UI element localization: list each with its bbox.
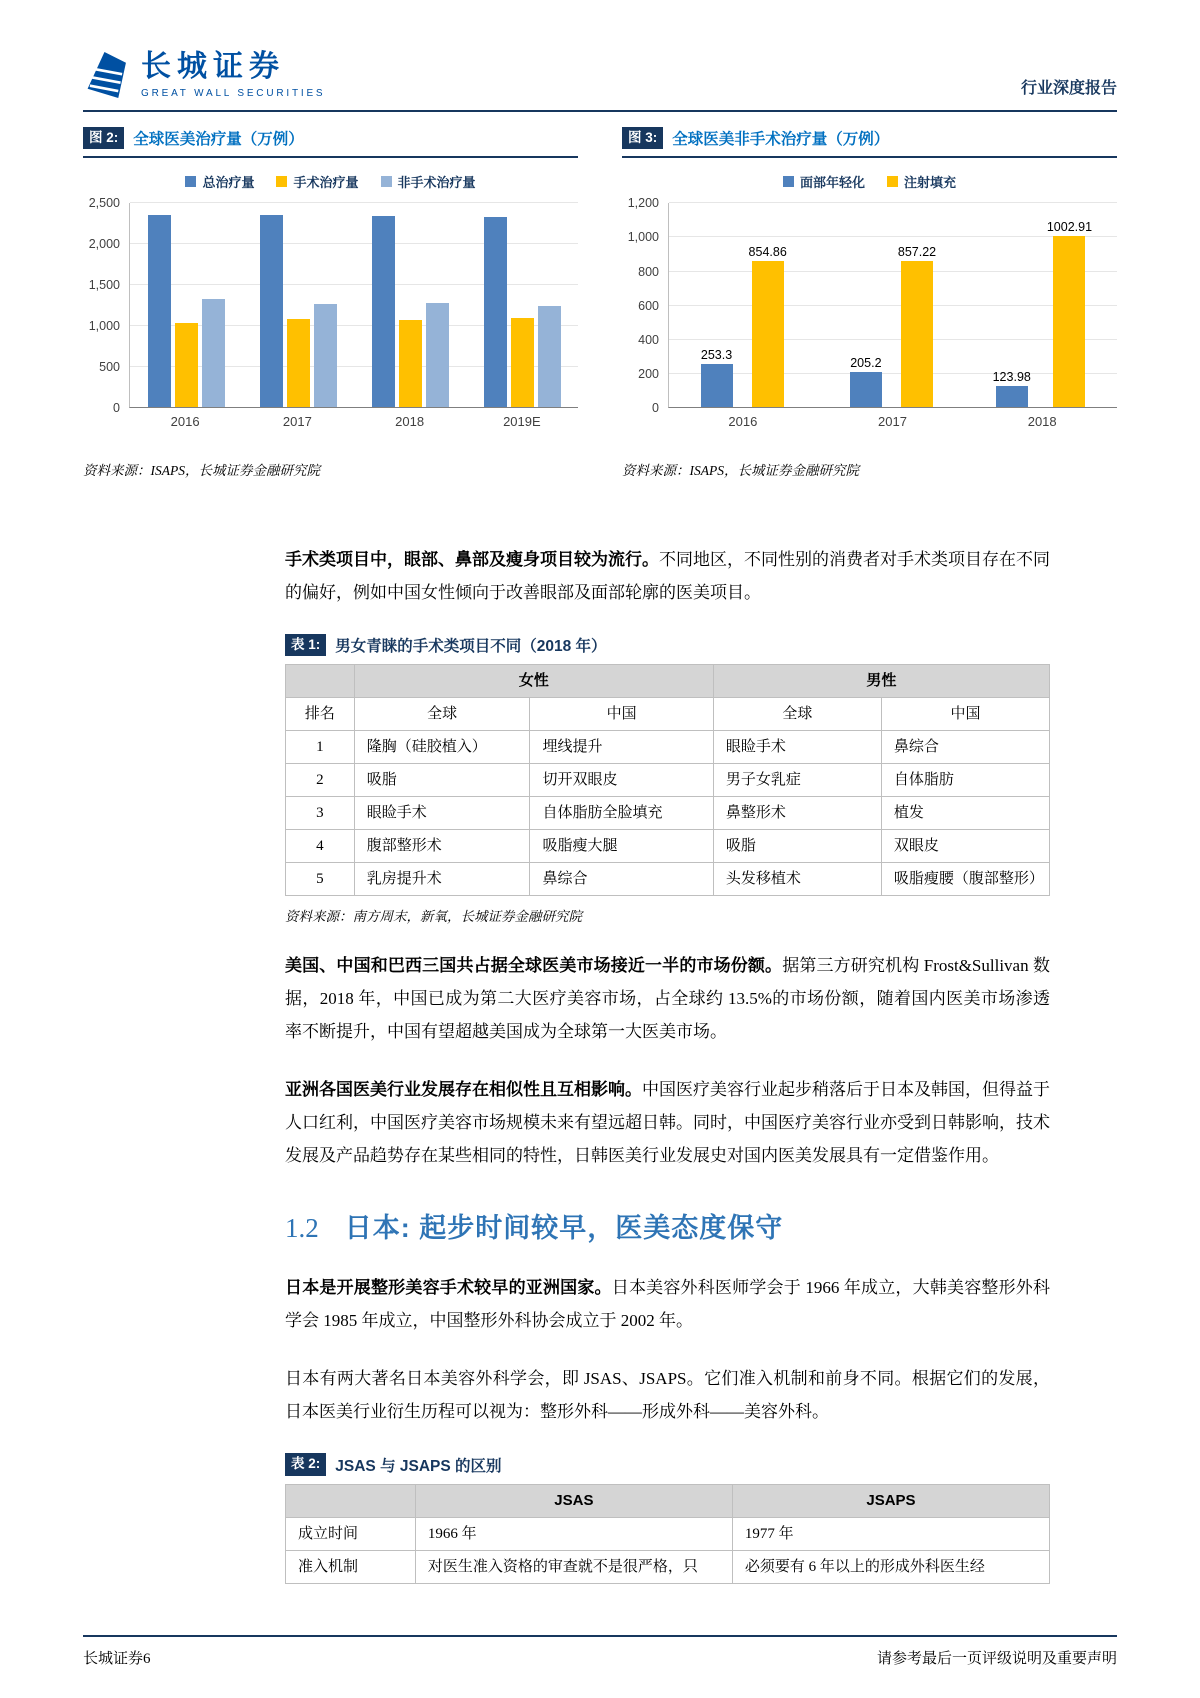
- table-row: [286, 830, 1050, 863]
- y-tick-label: 1,200: [627, 196, 659, 211]
- table-2-title: JSAS 与 JSAPS 的区别: [335, 1457, 502, 1475]
- report-type-label: 行业深度报告: [1020, 80, 1117, 97]
- table-cell: 吸脂: [354, 764, 530, 797]
- table-cell: 对医生准入资格的审查就不是很严格，只: [415, 1550, 732, 1583]
- section-number: 1.2: [285, 1213, 319, 1244]
- table-1: [285, 664, 1050, 896]
- paragraph-3: [285, 1073, 1050, 1172]
- bar-group: [968, 203, 1117, 407]
- table-cell: 眼睑手术: [713, 731, 881, 764]
- table-cell: 吸脂: [713, 830, 881, 863]
- table-cell: 2: [286, 764, 355, 797]
- paragraph-1-lead: 手术类项目中，眼部、鼻部及瘦身项目较为流行。: [285, 550, 659, 570]
- brand-logo-icon: [83, 50, 129, 100]
- bar-2017: [314, 304, 337, 407]
- table-cell: 切开双眼皮: [530, 764, 713, 797]
- y-tick-label: 1,000: [88, 319, 120, 334]
- x-tick-label: 2018: [1027, 414, 1057, 430]
- table-header-cell: 全球: [354, 698, 530, 731]
- paragraph-4-lead: 日本是开展整形美容手术较早的亚洲国家。: [285, 1278, 612, 1298]
- table-cell: 4: [286, 830, 355, 863]
- table-cell: 埋线提升: [530, 731, 713, 764]
- bar-value-label: 1002.91: [1046, 219, 1093, 234]
- table-header-cell: 排名: [286, 698, 355, 731]
- table-cell: 鼻综合: [881, 731, 1049, 764]
- bar-2016: [175, 323, 198, 408]
- table-2: [285, 1484, 1050, 1584]
- table-band-cell: [286, 665, 355, 698]
- table-row: [286, 731, 1050, 764]
- y-tick-label: 500: [99, 360, 120, 375]
- y-tick-label: 400: [638, 332, 659, 347]
- bar-2018: [372, 216, 395, 407]
- x-axis: [129, 408, 578, 429]
- bar-2019E: [511, 318, 534, 407]
- table-row: [286, 764, 1050, 797]
- bar-value-label: 854.86: [748, 245, 787, 260]
- table-cell: 成立时间: [286, 1517, 416, 1550]
- bar-groups: [130, 203, 578, 407]
- paragraph-4-text: 日本美容外科医师学会于 1966 年成立，大韩美容整形外科学会 1985 年成立，中国整形外科协会成立于 2002 年。: [285, 1278, 1051, 1331]
- page-header: [0, 0, 1200, 110]
- figure-3-source: 资料来源：ISAPS，长城证券金融研究院: [622, 463, 859, 479]
- bar-wrap: [175, 323, 198, 408]
- y-tick-label: 200: [638, 367, 659, 382]
- table-band-cell: JSAS: [415, 1484, 732, 1517]
- bar-2018: [996, 386, 1028, 407]
- x-tick-label: 2017: [878, 414, 907, 430]
- bar-wrap: [511, 318, 534, 407]
- legend-item: [783, 172, 865, 191]
- table-header-cell: 全球: [713, 698, 881, 731]
- figure-2-caption: [83, 127, 578, 149]
- footer-row: [83, 1647, 1117, 1668]
- bar-group: [466, 203, 578, 407]
- paragraph-5-text: 日本有两大著名日本美容外科学会，即 JSAS、JSAPS。它们准入机制和前身不同。根据它们的发展，日本医美行业衍生历程可以视为：整形外科——形成外科——美容外科。: [285, 1369, 1050, 1422]
- figure-3-title: 全球医美非手术治疗量（万例）: [672, 131, 890, 149]
- table-header-cell: 中国: [530, 698, 713, 731]
- table-band-cell: 女性: [354, 665, 713, 698]
- section-title: 日本: 起步时间较早，医美态度保守: [344, 1213, 784, 1244]
- table-cell: 男子女乳症: [713, 764, 881, 797]
- chart-legend: [622, 172, 1117, 191]
- bar-2017: [901, 261, 933, 407]
- figures-row: [0, 112, 1200, 479]
- paragraph-2: [285, 949, 1050, 1048]
- plot: [668, 203, 1117, 408]
- table-1-block: [285, 634, 1050, 925]
- y-tick-label: 1,500: [88, 278, 120, 293]
- y-tick-label: 0: [113, 401, 120, 416]
- legend-swatch: [887, 176, 898, 187]
- figure-3-tag: 图 3:: [622, 127, 663, 149]
- figure-2-block: [83, 127, 578, 479]
- legend-item: [887, 172, 956, 191]
- paragraph-2-lead: 美国、中国和巴西三国共占据全球医美市场接近一半的市场份额。: [285, 956, 783, 976]
- footer-page-label: 长城证券6: [83, 1651, 151, 1667]
- brand-name: 长城证券: [141, 49, 285, 83]
- bar-2018: [1053, 236, 1085, 407]
- table-cell: 眼睑手术: [354, 797, 530, 830]
- x-tick-label: 2017: [282, 414, 312, 430]
- bar-group: [242, 203, 354, 407]
- y-tick-label: 2,000: [88, 237, 120, 252]
- legend-swatch: [783, 176, 794, 187]
- x-tick-label: 2019E: [503, 414, 541, 430]
- bar-wrap: [749, 245, 787, 407]
- y-axis: [83, 196, 129, 416]
- plot: [129, 203, 578, 408]
- legend-item: [381, 172, 476, 191]
- legend-label: 手术治疗量: [293, 175, 359, 191]
- table-cell: 必须要有 6 年以上的形成外科医生经: [732, 1550, 1049, 1583]
- bar-wrap: [538, 306, 561, 407]
- figure-3-caption: [622, 127, 1117, 149]
- table-cell: 鼻整形术: [713, 797, 881, 830]
- table-cell: 自体脂肪全脸填充: [530, 797, 713, 830]
- table-band-cell: [286, 1484, 416, 1517]
- bar-wrap: [202, 299, 225, 407]
- bar-2017: [287, 319, 310, 408]
- table-2-block: [285, 1453, 1050, 1583]
- bar-2019E: [538, 306, 561, 407]
- table-band-cell: JSAPS: [732, 1484, 1049, 1517]
- y-tick-label: 0: [652, 401, 659, 416]
- bar-wrap: [701, 348, 733, 407]
- y-tick-label: 1,000: [627, 230, 659, 245]
- footer-rule: [83, 1635, 1117, 1637]
- legend-label: 注射填充: [904, 175, 957, 191]
- x-axis: [668, 408, 1117, 429]
- legend-label: 总治疗量: [202, 175, 255, 191]
- table-row: [286, 1550, 1050, 1583]
- legend-swatch: [381, 176, 392, 187]
- table-header-cell: 中国: [881, 698, 1049, 731]
- table-1-tag: 表 1:: [285, 634, 326, 656]
- bar-2016: [202, 299, 225, 407]
- table-cell: 吸脂瘦大腿: [530, 830, 713, 863]
- table-cell: 准入机制: [286, 1550, 416, 1583]
- footer-disclaimer: 请参考最后一页评级说明及重要声明: [876, 1651, 1117, 1667]
- bar-wrap: [399, 320, 422, 407]
- paragraph-3-text: 中国医疗美容行业起步稍落后于日本及韩国，但得益于人口红利，中国医疗美容市场规模未来有望远超日韩。同时，中国医疗美容行业亦受到日韩影响，技术发展及产品趋势存在某些相同的特性，日韩医美行业发展史对国内医美发展具有一定借鉴作用。: [285, 1080, 1050, 1166]
- table-row: [286, 1517, 1050, 1550]
- table-cell: 鼻综合: [530, 863, 713, 896]
- section-heading: [285, 1206, 1050, 1245]
- y-tick-label: 600: [638, 298, 659, 313]
- figure-2-source: 资料来源：ISAPS，长城证券金融研究院: [83, 463, 320, 479]
- x-tick-label: 2016: [170, 414, 200, 430]
- paragraph-3-lead: 亚洲各国医美行业发展存在相似性且互相影响。: [285, 1080, 642, 1100]
- figure-3-title-rule: [622, 156, 1117, 158]
- bar-wrap: [314, 304, 337, 407]
- bar-2017: [850, 372, 882, 407]
- bar-wrap: [287, 319, 310, 408]
- legend-swatch: [276, 176, 287, 187]
- bar-2016: [701, 364, 733, 407]
- table-1-caption: [285, 634, 1050, 656]
- paragraph-4: [285, 1271, 1050, 1337]
- bar-wrap: [426, 303, 449, 407]
- plot-area: [622, 196, 1117, 416]
- table-cell: 植发: [881, 797, 1049, 830]
- bar-wrap: [898, 245, 936, 407]
- figure-2-title-rule: [83, 156, 578, 158]
- legend-item: [185, 172, 254, 191]
- y-axis: [622, 196, 668, 416]
- bar-2017: [260, 215, 283, 407]
- page-footer: [0, 1635, 1200, 1698]
- paragraph-5: [285, 1362, 1050, 1428]
- bar-2018: [399, 320, 422, 407]
- bar-wrap: [993, 370, 1031, 407]
- paragraph-1-text: 不同地区，不同性别的消费者对手术类项目存在不同的偏好，例如中国女性倾向于改善眼部及面部轮廓的医美项目。: [285, 550, 1050, 603]
- legend-swatch: [185, 176, 196, 187]
- y-tick-label: 800: [638, 264, 659, 279]
- bar-wrap: [148, 215, 171, 408]
- bar-2016: [148, 215, 171, 408]
- legend-label: 面部年轻化: [799, 175, 865, 191]
- bar-value-label: 123.98: [992, 370, 1031, 385]
- legend-item: [276, 172, 358, 191]
- bar-value-label: 857.22: [897, 244, 937, 259]
- table-cell: 1: [286, 731, 355, 764]
- bar-wrap: [372, 216, 395, 407]
- figure-2-tag: 图 2:: [83, 127, 124, 149]
- bar-wrap: [850, 356, 882, 407]
- bar-group: [669, 203, 818, 407]
- figure-2-chart: [83, 172, 578, 429]
- table-band-row: [286, 1484, 1050, 1517]
- bar-wrap: [260, 215, 283, 407]
- bar-group: [130, 203, 242, 407]
- figure-3-block: [622, 127, 1117, 479]
- table-cell: 乳房提升术: [354, 863, 530, 896]
- table-cell: 5: [286, 863, 355, 896]
- table-cell: 双眼皮: [881, 830, 1049, 863]
- table-2-tag: 表 2:: [285, 1453, 326, 1475]
- table-1-title: 男女青睐的手术类项目不同（2018 年）: [335, 638, 607, 656]
- x-tick-label: 2016: [728, 414, 758, 430]
- paragraph-1: [285, 543, 1050, 609]
- table-cell: 吸脂瘦腰（腹部整形）: [881, 863, 1049, 896]
- table-band-row: [286, 665, 1050, 698]
- figure-2-title: 全球医美治疗量（万例）: [133, 131, 304, 149]
- table-row: [286, 863, 1050, 896]
- y-tick-label: 2,500: [88, 196, 120, 211]
- table-cell: 3: [286, 797, 355, 830]
- bar-2019E: [484, 217, 507, 407]
- bar-wrap: [484, 217, 507, 407]
- bar-2018: [426, 303, 449, 407]
- table-1-source: 资料来源：南方周末，新氧，长城证券金融研究院: [285, 909, 582, 925]
- table-cell: 隆胸（硅胶植入）: [354, 731, 530, 764]
- table-cell: 腹部整形术: [354, 830, 530, 863]
- brand-logo: [83, 50, 325, 100]
- bar-wrap: [1047, 220, 1092, 407]
- table-band-cell: 男性: [713, 665, 1049, 698]
- table-2-caption: [285, 1453, 1050, 1475]
- brand-text: [141, 49, 326, 99]
- bar-groups: [669, 203, 1117, 407]
- bar-2016: [752, 261, 784, 407]
- legend-label: 非手术治疗量: [397, 175, 476, 191]
- table-cell: 自体脂肪: [881, 764, 1049, 797]
- bar-group: [354, 203, 466, 407]
- chart-legend: [83, 172, 578, 191]
- table-cell: 1966 年: [415, 1517, 732, 1550]
- bar-value-label: 253.3: [700, 347, 733, 362]
- table-cell: 头发移植术: [713, 863, 881, 896]
- table-row: [286, 797, 1050, 830]
- brand-subtitle: GREAT WALL SECURITIES: [141, 87, 326, 99]
- plot-area: [83, 196, 578, 416]
- body-column: [0, 479, 1200, 1583]
- figure-3-chart: [622, 172, 1117, 429]
- table-cell: 1977 年: [732, 1517, 1049, 1550]
- x-tick-label: 2018: [395, 414, 425, 430]
- paragraph-2-text: 据第三方研究机构 Frost&Sullivan 数据，2018 年，中国已成为第二大医疗美容市场，占全球约 13.5%的市场份额，随着国内医美市场渗透率不断提升，中国有望超越美国成为全球第一大医美市场。: [285, 956, 1050, 1042]
- table-header-row: [286, 698, 1050, 731]
- bar-value-label: 205.2: [850, 356, 882, 371]
- bar-group: [818, 203, 967, 407]
